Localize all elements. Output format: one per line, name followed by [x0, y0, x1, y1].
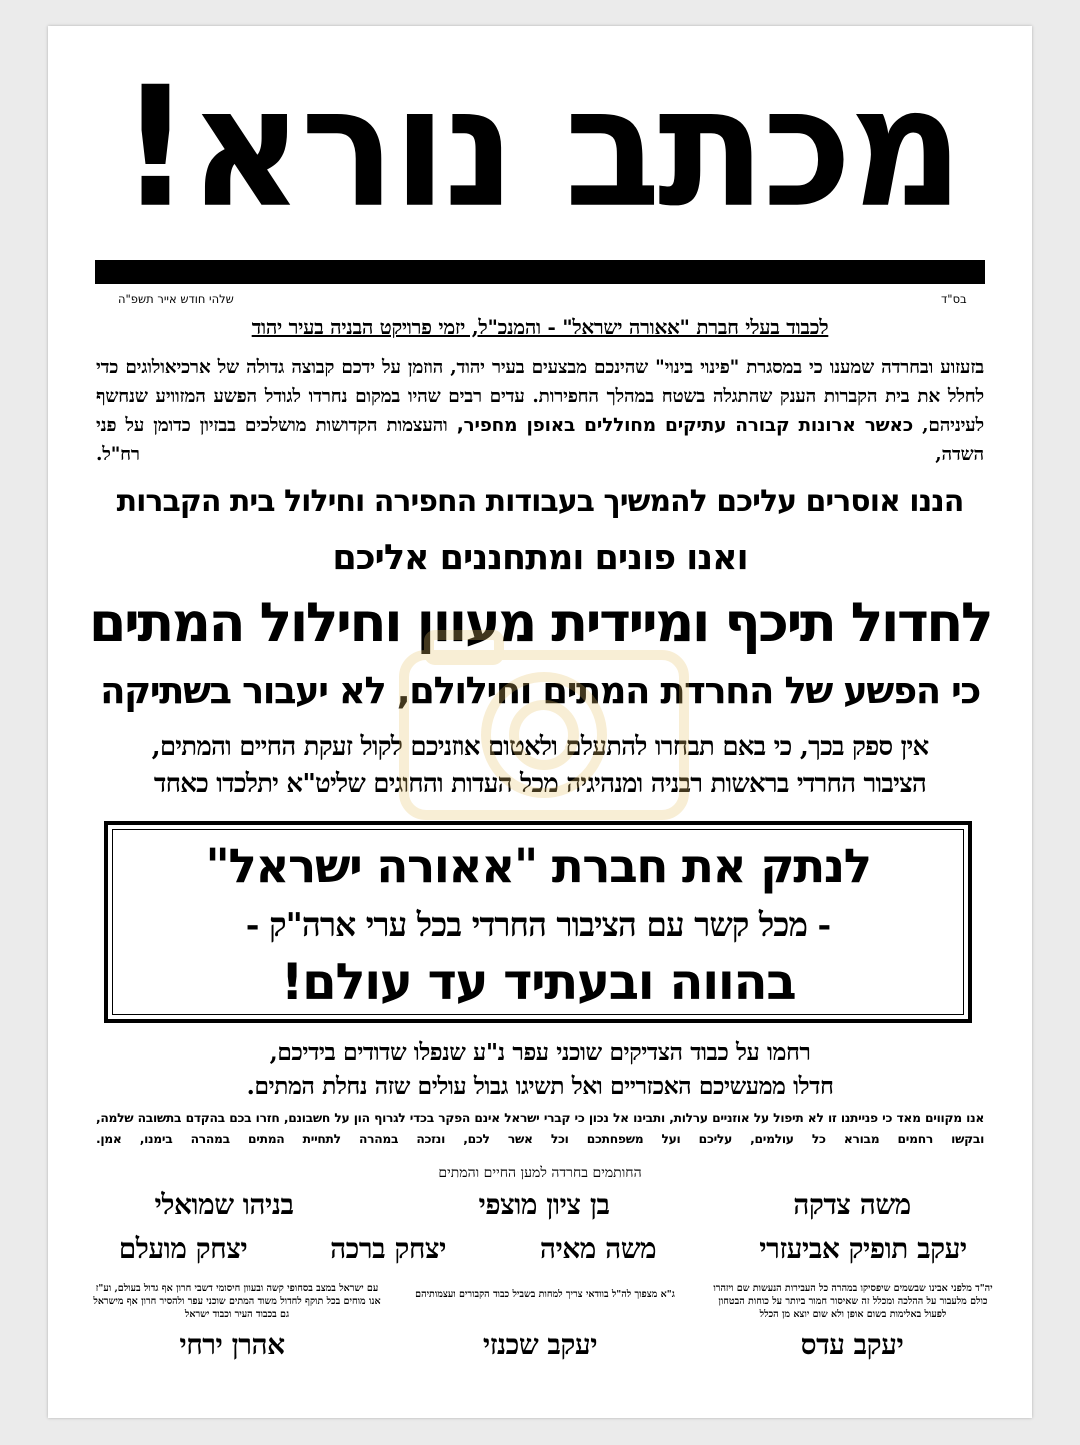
headline-warning-1: אין ספק בכך, כי באם תבחרו להתעלם ולאטום אוזניכם לקול זעקת החיים והמתים, — [151, 732, 929, 762]
boycott-line-3: בהווה ובעתיד עד עולם! — [280, 953, 796, 1011]
intro-strong-text: כאשר ארונות קבורה עתיקים מחוללים באופן מחפיר, — [456, 415, 914, 436]
boycott-box — [104, 821, 972, 1023]
closing-paragraph: אנו מקווים מאד כי פנייתנו זו לא תיפול על אוזניים ערלות, ותבינו אל נכון כי קברי ישראל אינם הפקר בכדי לגרוף הון על חשבונם, חזרו בכם בהקדם בתשובה שלמה, ובקשו רחמים מבורא כל עולמים, עליכם ועל משפחתכם וכל אשר לכם, ונזכה במהרה לתחיית המתים במהרה בימנו, אמן. — [96, 1111, 984, 1146]
signature-name: משה מאיה — [539, 1232, 657, 1265]
signature-name: בן ציון מוצפי — [478, 1188, 610, 1221]
headline-warning-2: הציבור החרדי בראשות רבניה ומנהיגיה מכל העדות והחוגים שליט"א יתלכדו כאחד — [153, 769, 927, 799]
intro-main-text: בזעזוע ובחרדה שמענו כי במסגרת "פינוי בינוי" שהינכם מבצעים בעיר יהוד, הוזמן על ידכם קבוצה גדולה של ארכיאולוגים כדי לחלל את בית הקברות הענק שהתגלה בשטח במהלך החפירות. עדים רבים שהיו במקום נחרדו לגודל הפשע המזוויע שנחשף לעיניהם, — [96, 357, 985, 436]
boycott-line-1: לנתק את חברת "אאורה ישראל" — [205, 839, 871, 894]
signature-name: יעקב עדס — [800, 1328, 904, 1361]
signature-name: בניהו שמואלי — [154, 1188, 294, 1221]
date-line: שלהי חודש אייר תשפ"ה — [118, 292, 234, 306]
plea-line-2: חדלו ממעשיכם האכזריים ואל תשיגו גבול עולים שזה נחלת המתים. — [246, 1072, 834, 1100]
intro-paragraph — [96, 353, 984, 469]
signature-note: יה"ד מלפני אבינו שבשמים שיפסיקו במהרה כל העבירות הנעשות שם ויזהרו כולם מלעבור על ההלכה ומכלל זה שאיסור חמור ביותר על כוחות הבטחון לפעול באלימות בשום אופן ולא שום יוצא מן הכלל — [713, 1283, 993, 1320]
main-title: מכתב נורא! — [119, 51, 961, 245]
headline-plea: ואנו פונים ומתחננים אליכם — [332, 538, 748, 578]
plea-line-1: רחמו על כבוד הצדיקים שוכני עפר נ"ע שנפלו שדודים בידיכם, — [269, 1038, 811, 1066]
signature-name: יעקב תופיק אביעזרי — [759, 1232, 967, 1265]
bsd-mark: בס"ד — [941, 292, 967, 306]
signature-name: יצחק מועלם — [118, 1232, 248, 1265]
addressee-line: לכבוד בעלי חברת "אאורה ישראל" - והמנכ"ל, יזמי פרויקט הבניה בעיר יהוד — [251, 315, 829, 339]
headline-crime: כי הפשע של החרדת המתים וחילולם, לא יעבור בשתיקה — [100, 669, 980, 712]
signature-note: ג"א מצפוך לה"ל בוודאי צריך למחות בשביל כבוד הקבורים ועצמותיהם — [415, 1289, 675, 1300]
poster-sheet — [48, 26, 1032, 1418]
boycott-line-2: - מכל קשר עם הציבור החרדי בכל ערי ארה"ק - — [245, 905, 831, 944]
signatories-intro: החותמים בחרדה למען החיים והמתים — [438, 1165, 642, 1181]
signature-note: עם ישראל במצב בסחופי קשה ובעוון חיסומי דשבי חרון אף גדול בעולם, וע"ז אנו מוחים בכל תוקף לחדול משוד המתים שוכני עפר ולהסיר חרון אף מישראל גם בכבוד העיר וכבוד ישראל — [93, 1283, 381, 1320]
signature-name: יצחק ברכה — [330, 1232, 446, 1265]
signature-name: משה צדקה — [793, 1188, 911, 1221]
headline-cease: לחדול תיכף ומיידית מעוון וחילול המתים — [88, 591, 992, 654]
headline-prohibition: הננו אוסרים עליכם להמשיך בעבודות החפירה וחילול בית הקברות — [116, 484, 964, 519]
intro-end-text: והעצמות הקדושות מושלכים בבזיון כדומן על פני השדה, רח"ל. — [96, 415, 984, 465]
title-rule — [95, 260, 985, 284]
signature-name: אהרן ירחי — [179, 1328, 285, 1361]
signature-name: יעקב שכנזי — [482, 1328, 598, 1361]
